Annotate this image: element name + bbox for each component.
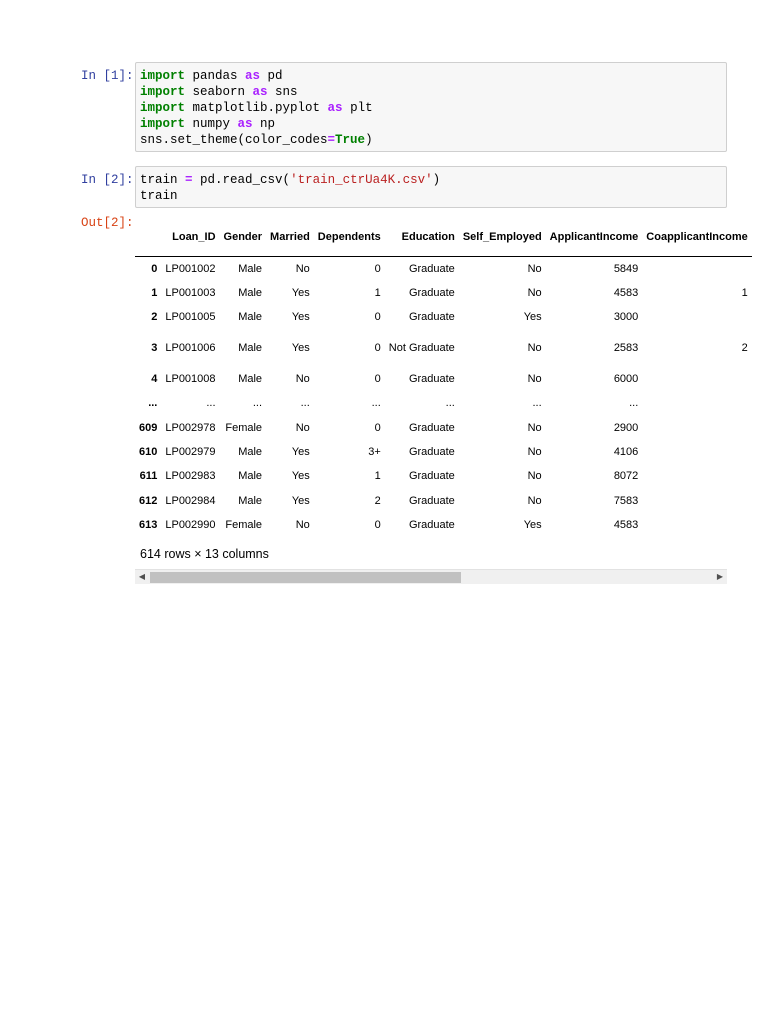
row-index: 3 [151,342,158,355]
table-cell: Male [238,494,263,507]
output-area [135,218,748,588]
code-token: True [335,133,366,147]
code-token: sns.set_theme(color_codes [140,133,328,147]
row-index: 609 [139,421,158,434]
column-header: Gender [220,218,267,257]
table-cell: LP002979 [165,446,216,459]
table-cell: No [527,470,542,483]
cell-1-code-input[interactable] [135,62,727,152]
code-token: train [140,173,186,187]
table-cell: Graduate [408,262,455,275]
code-token: ) [365,133,373,147]
table-cell [642,464,751,488]
code-line [140,100,722,116]
code-line [140,68,722,84]
dataframe-scroll-container[interactable] [135,218,748,538]
table-cell: Yes [291,311,310,324]
table-row [135,464,752,488]
code-token: pd.read_csv( [192,173,291,187]
table-cell: Graduate [408,372,455,385]
table-cell: 4583 [613,519,639,532]
code-token: as [237,117,253,131]
table-cell: Yes [291,470,310,483]
table-cell: LP001002 [165,262,216,275]
code-token: = [327,133,336,147]
table-cell [642,391,751,415]
rows-columns-summary: 614 rows × 13 columns [140,547,269,561]
dataframe-table [135,218,752,537]
row-index: 610 [139,446,158,459]
table-cell: No [527,421,542,434]
row-index: 1 [151,287,158,300]
table-cell: 0 [374,372,381,385]
table-cell: Graduate [408,446,455,459]
code-token: import [140,85,186,99]
table-cell: 3000 [613,311,639,324]
table-cell: 1 [374,470,381,483]
table-cell: No [527,446,542,459]
code-token: = [185,173,193,187]
table-cell: No [527,494,542,507]
table-cell: 2 [741,342,748,355]
table-cell: Graduate [408,470,455,483]
table-cell: No [527,372,542,385]
cell-2-code-input[interactable] [135,166,727,208]
table-cell [642,305,751,329]
table-cell: LP002990 [165,519,216,532]
column-header: CoapplicantIncome [642,218,751,257]
table-cell: Yes [523,311,542,324]
table-cell: Yes [291,342,310,355]
table-row [135,415,752,439]
table-cell: No [527,287,542,300]
code-token: seaborn [185,85,253,99]
table-row [135,513,752,537]
table-cell: 0 [374,342,381,355]
code-token: as [327,101,343,115]
table-cell: LP001003 [165,287,216,300]
table-cell: Male [238,262,263,275]
code-token: plt [342,101,373,115]
table-cell [642,415,751,439]
table-cell: 8072 [613,470,639,483]
table-cell: Yes [291,494,310,507]
table-cell: No [295,262,310,275]
table-cell: No [527,262,542,275]
table-cell: ... [300,397,310,410]
code-token: import [140,69,186,83]
column-header: Self_Employed [459,218,546,257]
table-cell: No [295,372,310,385]
table-row [135,305,752,329]
table-cell: 1 [374,287,381,300]
table-cell: 0 [374,421,381,434]
table-cell: 0 [374,262,381,275]
table-cell: No [295,421,310,434]
column-header: ApplicantIncome [546,218,643,257]
table-cell: ... [252,397,263,410]
table-cell: Yes [291,287,310,300]
table-cell: 4583 [613,287,639,300]
table-cell: Male [238,287,263,300]
table-row [135,489,752,513]
code-line [140,172,722,188]
table-cell: 1 [741,287,748,300]
scrollbar-thumb[interactable] [150,572,461,583]
code-token: matplotlib.pyplot [185,101,328,115]
table-cell: 0 [374,519,381,532]
table-cell [642,440,751,464]
column-header [135,218,161,257]
table-cell: No [295,519,310,532]
column-header: Education [385,218,459,257]
code-token: train [140,189,178,203]
table-row [135,440,752,464]
table-cell: Male [238,372,263,385]
code-line [140,188,722,204]
horizontal-scrollbar[interactable] [135,569,727,584]
cell-2-prompt: In [2]: [81,173,134,187]
code-token: import [140,101,186,115]
table-cell: LP002983 [165,470,216,483]
table-cell: ... [206,397,216,410]
table-cell [642,513,751,537]
scroll-right-icon[interactable]: ▶ [716,572,724,581]
code-line [140,132,722,148]
table-cell: 2583 [613,342,639,355]
table-cell: 2900 [613,421,639,434]
table-cell: LP002984 [165,494,216,507]
table-cell: Graduate [408,287,455,300]
row-index: 4 [151,372,158,385]
table-cell [642,367,751,391]
table-cell: Not Graduate [388,341,455,354]
column-header: Dependents [314,218,385,257]
code-token: import [140,117,186,131]
code-token: as [245,69,261,83]
row-index: 613 [139,519,158,532]
table-cell: Male [238,470,263,483]
code-token: np [252,117,276,131]
code-token: ) [432,173,441,187]
output-prompt: Out[2]: [81,216,134,230]
table-cell: ... [371,397,381,410]
table-header-row [135,218,752,257]
table-cell: ... [532,397,542,410]
table-cell: Graduate [408,494,455,507]
table-cell: 0 [374,311,381,324]
table-cell: Female [225,421,263,434]
table-cell: Male [238,446,263,459]
table-row [135,330,752,367]
table-row [135,281,752,305]
table-cell: No [527,342,542,355]
table-cell: 2 [374,494,381,507]
table-cell: Male [238,342,263,355]
table-cell: 6000 [613,372,639,385]
table-cell: LP001008 [165,372,216,385]
column-header: Married [266,218,314,257]
column-header: Loan_ID [161,218,219,257]
table-cell: LP001006 [165,342,216,355]
table-cell: Graduate [408,519,455,532]
table-cell [642,257,751,281]
scroll-left-icon[interactable]: ◀ [138,572,146,581]
code-token: 'train_ctrUa4K.csv' [290,173,433,187]
table-cell: ... [629,397,639,410]
code-token: pandas [185,69,246,83]
code-line [140,84,722,100]
table-cell: Female [225,519,263,532]
table-cell: 5849 [613,262,639,275]
cell-1-prompt: In [1]: [81,69,134,83]
table-cell: Graduate [408,421,455,434]
table-cell: 3+ [368,446,381,459]
table-cell: Yes [291,446,310,459]
code-token: pd [260,69,283,83]
table-cell: ... [445,397,455,410]
table-cell: Graduate [408,311,455,324]
code-token: as [252,85,268,99]
code-line [140,116,722,132]
table-cell: LP002978 [165,421,216,434]
table-cell [642,489,751,513]
table-cell: 7583 [613,494,639,507]
table-cell: Male [238,311,263,324]
table-row [135,367,752,391]
code-token: numpy [185,117,238,131]
row-index: 612 [139,494,158,507]
row-index: 611 [139,470,158,483]
table-cell: Yes [523,519,542,532]
table-row [135,257,752,281]
code-token: sns [267,85,298,99]
table-cell: 4106 [613,446,639,459]
row-index: ... [148,397,158,410]
table-row [135,391,752,415]
row-index: 0 [151,262,158,275]
row-index: 2 [151,311,158,324]
table-cell: LP001005 [165,311,216,324]
